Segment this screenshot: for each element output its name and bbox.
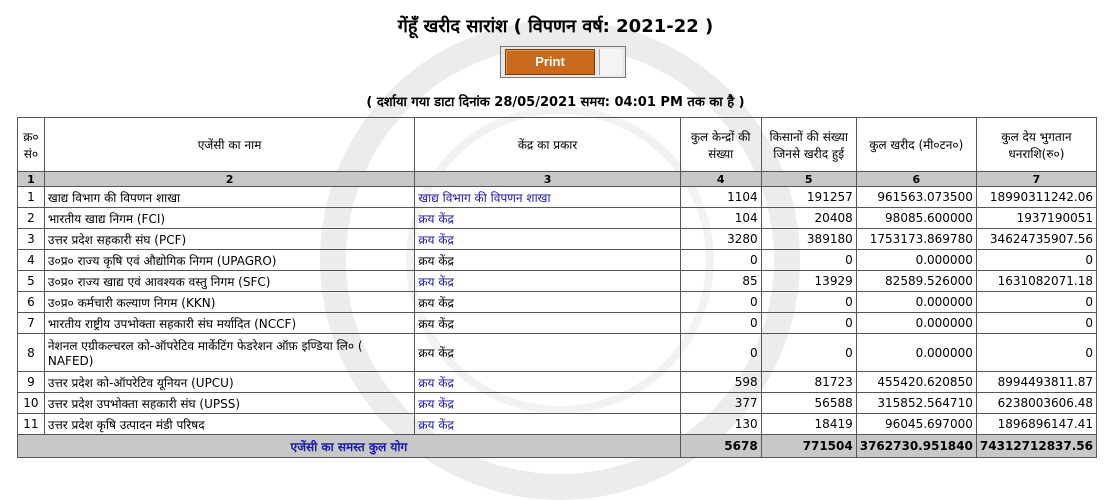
farmers-count-cell: 20408 bbox=[761, 208, 856, 229]
purchase-qty-cell: 455420.620850 bbox=[856, 372, 976, 393]
col-index: 6 bbox=[856, 172, 976, 187]
agency-name-cell: भारतीय राष्ट्रीय उपभोक्ता सहकारी संघ मर्यादित (NCCF) bbox=[44, 313, 414, 334]
total-payment-cell: 74312712837.56 bbox=[976, 435, 1096, 458]
sn-cell: 10 bbox=[18, 393, 45, 414]
centres-count-cell: 130 bbox=[680, 414, 761, 435]
centre-type-cell bbox=[415, 229, 680, 250]
centre-type-cell bbox=[415, 313, 680, 334]
total-centres-cell: 5678 bbox=[680, 435, 761, 458]
col-index: 4 bbox=[680, 172, 761, 187]
print-button-side bbox=[599, 49, 622, 75]
centre-type-cell bbox=[415, 271, 680, 292]
purchase-qty-cell: 0.000000 bbox=[856, 292, 976, 313]
agency-name-cell: उ०प्र० राज्य खाद्य एवं आवश्यक वस्तु निगम (SFC) bbox=[44, 271, 414, 292]
centre-type-link[interactable]: क्रय केंद्र bbox=[418, 274, 454, 289]
payment-amount-cell: 18990311242.06 bbox=[976, 187, 1096, 208]
table-row bbox=[18, 393, 1097, 414]
purchase-qty-cell: 961563.073500 bbox=[856, 187, 976, 208]
table-row bbox=[18, 187, 1097, 208]
farmers-count-cell: 56588 bbox=[761, 393, 856, 414]
centre-type-cell bbox=[415, 208, 680, 229]
centre-type-cell bbox=[415, 292, 680, 313]
purchase-qty-cell: 82589.526000 bbox=[856, 271, 976, 292]
purchase-qty-cell: 0.000000 bbox=[856, 313, 976, 334]
procurement-summary-table bbox=[17, 117, 1097, 458]
payment-amount-cell: 0 bbox=[976, 250, 1096, 271]
sn-cell: 9 bbox=[18, 372, 45, 393]
agency-name-cell: भारतीय खाद्य निगम (FCI) bbox=[44, 208, 414, 229]
centre-type-link[interactable]: क्रय केंद्र bbox=[418, 417, 454, 432]
centres-count-cell: 377 bbox=[680, 393, 761, 414]
centre-type-link[interactable]: क्रय केंद्र bbox=[418, 375, 454, 390]
payment-amount-cell: 8994493811.87 bbox=[976, 372, 1096, 393]
sn-cell: 1 bbox=[18, 187, 45, 208]
centres-count-cell: 0 bbox=[680, 334, 761, 372]
table-row bbox=[18, 271, 1097, 292]
header-sn: क्र० सं० bbox=[18, 118, 45, 172]
data-timestamp-note: ( दर्शाया गया डाटा दिनांक 28/05/2021 समय: 04:01 PM तक का है ) bbox=[366, 95, 745, 110]
agency-name-cell: उत्तर प्रदेश कृषि उत्पादन मंडी परिषद bbox=[44, 414, 414, 435]
centres-count-cell: 104 bbox=[680, 208, 761, 229]
header-agency: एजेंसी का नाम bbox=[44, 118, 414, 172]
header-purchase: कुल खरीद (मी०टन०) bbox=[856, 118, 976, 172]
sn-cell: 2 bbox=[18, 208, 45, 229]
farmers-count-cell: 18419 bbox=[761, 414, 856, 435]
payment-amount-cell: 0 bbox=[976, 292, 1096, 313]
centre-type-text: क्रय केंद्र bbox=[418, 316, 454, 331]
farmers-count-cell: 0 bbox=[761, 334, 856, 372]
print-button-frame bbox=[500, 46, 626, 78]
sn-cell: 7 bbox=[18, 313, 45, 334]
sn-cell: 6 bbox=[18, 292, 45, 313]
col-index: 1 bbox=[18, 172, 45, 187]
payment-amount-cell: 6238003606.48 bbox=[976, 393, 1096, 414]
agency-name-cell: खाद्य विभाग की विपणन शाखा bbox=[44, 187, 414, 208]
table-header-row bbox=[18, 118, 1097, 172]
col-index: 7 bbox=[976, 172, 1096, 187]
centre-type-link[interactable]: खाद्य विभाग की विपणन शाखा bbox=[418, 190, 551, 205]
total-farmers-cell: 771504 bbox=[761, 435, 856, 458]
centres-count-cell: 1104 bbox=[680, 187, 761, 208]
centres-count-cell: 0 bbox=[680, 292, 761, 313]
centre-type-cell bbox=[415, 414, 680, 435]
col-index: 5 bbox=[761, 172, 856, 187]
farmers-count-cell: 0 bbox=[761, 313, 856, 334]
centre-type-cell bbox=[415, 250, 680, 271]
agency-name-cell: नेशनल एग्रीकल्चरल को-ऑपरेटिव मार्केटिंग फेडरेशन ऑफ़ इण्डिया लि० ( NAFED) bbox=[44, 334, 414, 372]
payment-amount-cell: 1896896147.41 bbox=[976, 414, 1096, 435]
centre-type-cell bbox=[415, 334, 680, 372]
purchase-qty-cell: 0.000000 bbox=[856, 250, 976, 271]
centre-type-text: क्रय केंद्र bbox=[418, 346, 454, 360]
centre-type-link[interactable]: क्रय केंद्र bbox=[418, 211, 454, 226]
header-centres: कुल केन्द्रों की संख्या bbox=[680, 118, 761, 172]
centre-type-cell bbox=[415, 372, 680, 393]
centres-count-cell: 0 bbox=[680, 250, 761, 271]
payment-amount-cell: 34624735907.56 bbox=[976, 229, 1096, 250]
table-row bbox=[18, 414, 1097, 435]
centres-count-cell: 0 bbox=[680, 313, 761, 334]
farmers-count-cell: 13929 bbox=[761, 271, 856, 292]
centre-type-cell bbox=[415, 393, 680, 414]
table-row bbox=[18, 313, 1097, 334]
table-row bbox=[18, 334, 1097, 372]
table-row bbox=[18, 229, 1097, 250]
table-row bbox=[18, 292, 1097, 313]
sn-cell: 5 bbox=[18, 271, 45, 292]
sn-cell: 4 bbox=[18, 250, 45, 271]
total-purchase-cell: 3762730.951840 bbox=[856, 435, 976, 458]
centres-count-cell: 598 bbox=[680, 372, 761, 393]
farmers-count-cell: 81723 bbox=[761, 372, 856, 393]
centres-count-cell: 3280 bbox=[680, 229, 761, 250]
farmers-count-cell: 389180 bbox=[761, 229, 856, 250]
sn-cell: 8 bbox=[18, 334, 45, 372]
payment-amount-cell: 1631082071.18 bbox=[976, 271, 1096, 292]
centre-type-cell bbox=[415, 187, 680, 208]
col-index: 2 bbox=[44, 172, 414, 187]
sn-cell: 3 bbox=[18, 229, 45, 250]
agency-name-cell: उत्तर प्रदेश को-ऑपरेटिव यूनियन (UPCU) bbox=[44, 372, 414, 393]
purchase-qty-cell: 0.000000 bbox=[856, 334, 976, 372]
header-farmers: किसानों की संख्या जिनसे खरीद हुई bbox=[761, 118, 856, 172]
header-payment: कुल देय भुगतान धनराशि(रु०) bbox=[976, 118, 1096, 172]
centre-type-text: क्रय केंद्र bbox=[418, 253, 454, 268]
purchase-qty-cell: 96045.697000 bbox=[856, 414, 976, 435]
sn-cell: 11 bbox=[18, 414, 45, 435]
table-row bbox=[18, 208, 1097, 229]
agency-name-cell: उत्तर प्रदेश उपभोक्ता सहकारी संघ (UPSS) bbox=[44, 393, 414, 414]
farmers-count-cell: 191257 bbox=[761, 187, 856, 208]
farmers-count-cell: 0 bbox=[761, 250, 856, 271]
col-index: 3 bbox=[415, 172, 680, 187]
farmers-count-cell: 0 bbox=[761, 292, 856, 313]
total-row bbox=[18, 435, 1097, 458]
purchase-qty-cell: 98085.600000 bbox=[856, 208, 976, 229]
table-row bbox=[18, 250, 1097, 271]
table-row bbox=[18, 372, 1097, 393]
page-title: गेंहूँ खरीद सारांश ( विपणन वर्ष: 2021-22 ) bbox=[397, 16, 714, 37]
header-centre-type: केंद्र का प्रकार bbox=[415, 118, 680, 172]
agency-name-cell: उ०प्र० कर्मचारी कल्याण निगम (KKN) bbox=[44, 292, 414, 313]
centres-count-cell: 85 bbox=[680, 271, 761, 292]
purchase-qty-cell: 1753173.869780 bbox=[856, 229, 976, 250]
centre-type-link[interactable]: क्रय केंद्र bbox=[418, 232, 454, 247]
agency-name-cell: उ०प्र० राज्य कृषि एवं औद्योगिक निगम (UPAGRO) bbox=[44, 250, 414, 271]
payment-amount-cell: 1937190051 bbox=[976, 208, 1096, 229]
print-button[interactable]: Print bbox=[505, 49, 595, 75]
agency-name-cell: उत्तर प्रदेश सहकारी संघ (PCF) bbox=[44, 229, 414, 250]
centre-type-link[interactable]: क्रय केंद्र bbox=[418, 396, 454, 411]
purchase-qty-cell: 315852.564710 bbox=[856, 393, 976, 414]
centre-type-text: क्रय केंद्र bbox=[418, 295, 454, 310]
total-label: एजेंसी का समस्त कुल योग bbox=[18, 435, 681, 458]
payment-amount-cell: 0 bbox=[976, 313, 1096, 334]
payment-amount-cell: 0 bbox=[976, 334, 1096, 372]
column-index-row bbox=[18, 172, 1097, 187]
